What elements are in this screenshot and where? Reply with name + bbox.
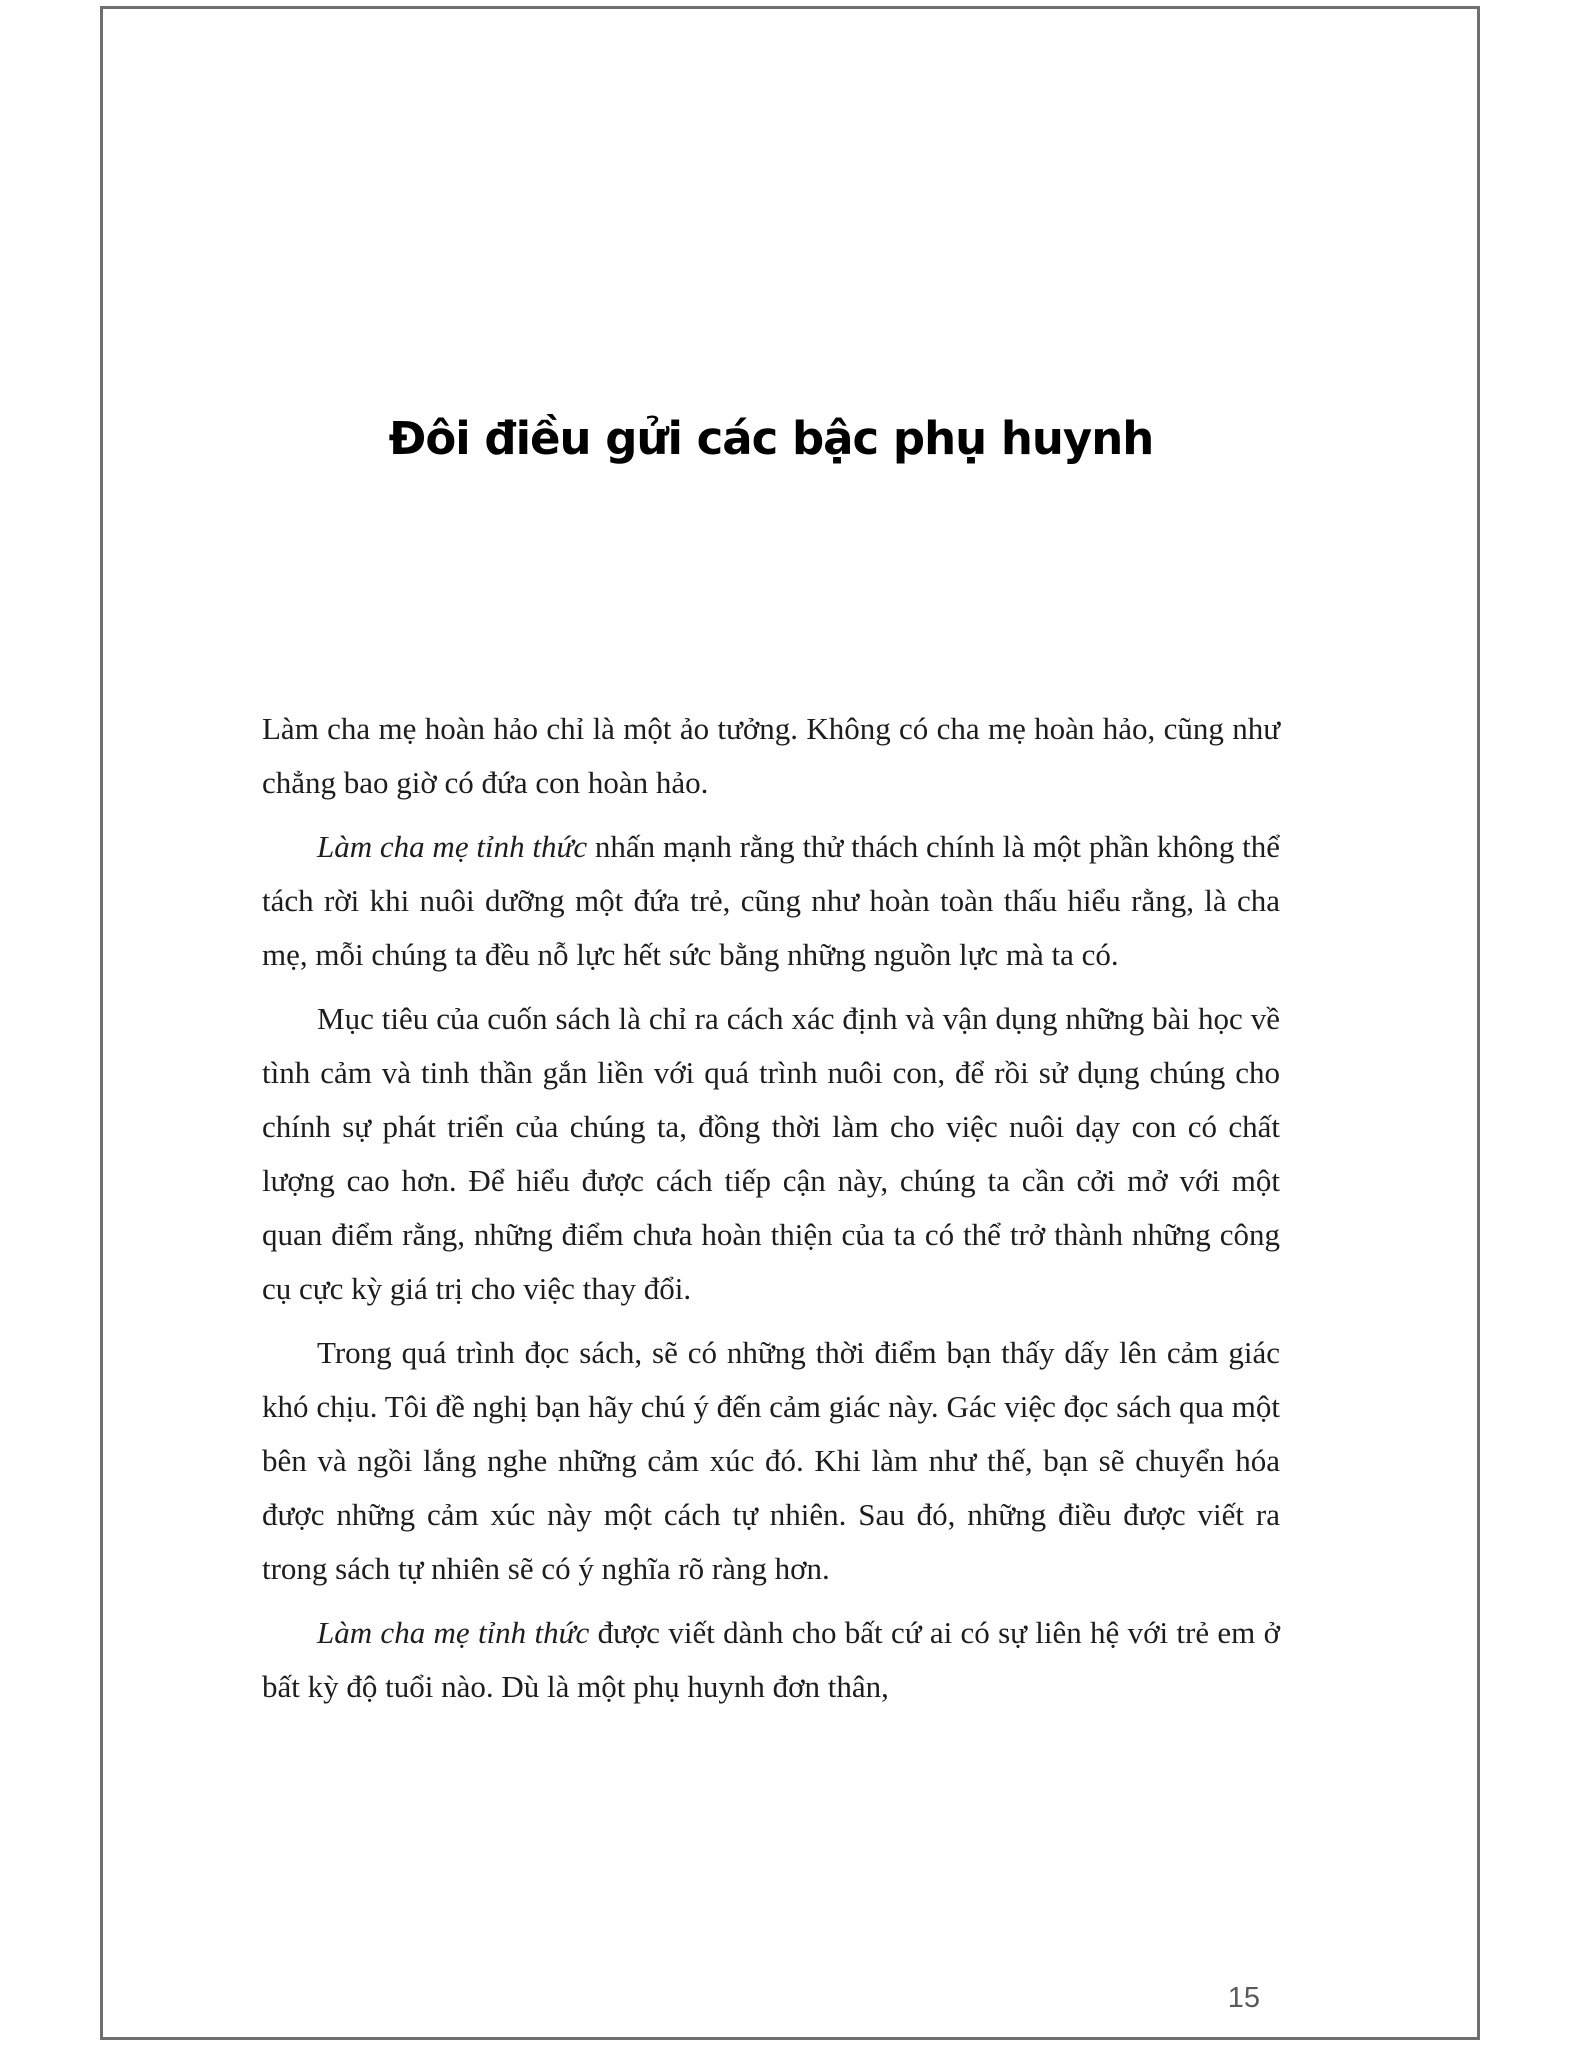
body-paragraph xyxy=(262,1606,1280,1714)
book-title-italic: Làm cha mẹ tỉnh thức xyxy=(317,1615,590,1650)
paragraph-text: nhấn mạnh rằng thử thách chính là một phần không thể tách rời khi nuôi dưỡng một đứa trẻ, cũng như hoàn toàn thấu hiểu rằng, là cha mẹ, mỗi chúng ta đều nỗ lực hết sức bằng những nguồn lực mà ta có. xyxy=(262,829,1280,972)
book-title-italic: Làm cha mẹ tỉnh thức xyxy=(317,829,588,864)
paragraph-text: được viết dành cho bất cứ ai có sự liên hệ với trẻ em ở bất kỳ độ tuổi nào. Dù là một phụ huynh đơn thân, xyxy=(262,1615,1280,1704)
chapter-title: Đôi điều gửi các bậc phụ huynh xyxy=(388,412,1154,465)
page-number: 15 xyxy=(1227,1982,1260,2014)
body-paragraph xyxy=(262,1326,1280,1596)
paragraph-text: Mục tiêu của cuốn sách là chỉ ra cách xác định và vận dụng những bài học về tình cảm và tinh thần gắn liền với quá trình nuôi con, để rồi sử dụng chúng cho chính sự phát triển của chúng ta, đồng thời làm cho việc nuôi dạy con có chất lượng cao hơn. Để hiểu được cách tiếp cận này, chúng ta cần cởi mở với một quan điểm rằng, những điểm chưa hoàn thiện của ta có thể trở thành những công cụ cực kỳ giá trị cho việc thay đổi. xyxy=(262,1001,1280,1306)
paragraph-text: Trong quá trình đọc sách, sẽ có những thời điểm bạn thấy dấy lên cảm giác khó chịu. Tôi đề nghị bạn hãy chú ý đến cảm giác này. Gác việc đọc sách qua một bên và ngồi lắng nghe những cảm xúc đó. Khi làm như thế, bạn sẽ chuyển hóa được những cảm xúc này một cách tự nhiên. Sau đó, những điều được viết ra trong sách tự nhiên sẽ có ý nghĩa rõ ràng hơn. xyxy=(262,1335,1280,1586)
body-paragraph xyxy=(262,820,1280,982)
body-text-block xyxy=(262,702,1280,1724)
paragraph-text: Làm cha mẹ hoàn hảo chỉ là một ảo tưởng. Không có cha mẹ hoàn hảo, cũng như chẳng bao giờ có đứa con hoàn hảo. xyxy=(262,711,1280,800)
body-paragraph xyxy=(262,702,1280,810)
body-paragraph xyxy=(262,992,1280,1316)
